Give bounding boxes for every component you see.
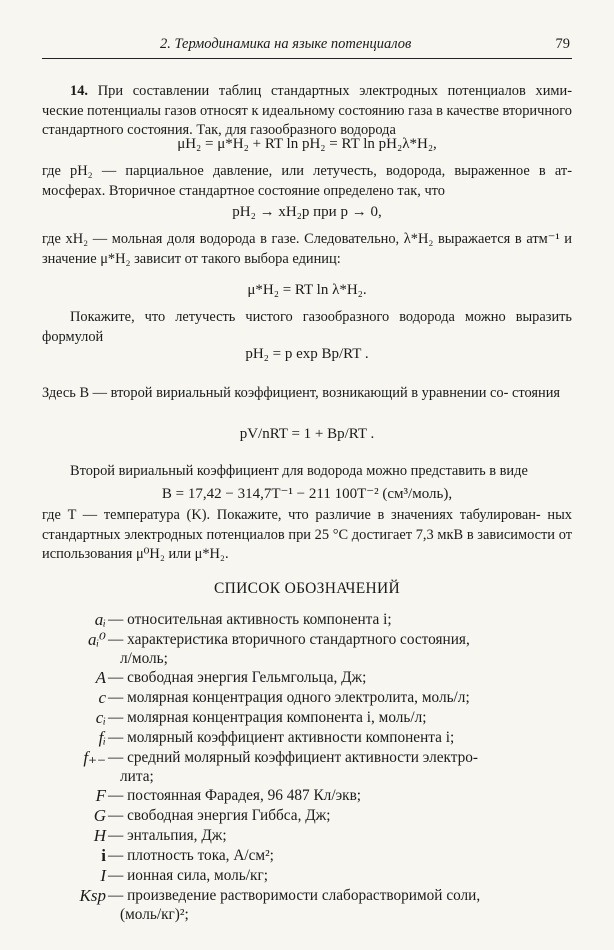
notation-definition: — характеристика вторичного стандартного состояния, xyxy=(108,631,470,648)
equation-3: μ*H₂ = RT ln λ*H₂. xyxy=(247,282,367,298)
notation-definition: — молярная концентрация одного электролита, моль/л; xyxy=(108,689,470,706)
notation-definition-continued: л/моль; xyxy=(120,650,168,667)
notation-definition: — произведение растворимости слаборастворимой соли, xyxy=(108,887,481,904)
equation-5: pV/nRT = 1 + Bp/RT . xyxy=(239,426,375,442)
chapter-title: 2. Термодинамика на языке потенциалов xyxy=(160,36,412,52)
notation-symbol: c xyxy=(98,688,106,707)
p5-line-2: стояния xyxy=(511,385,561,401)
notation-symbol: F xyxy=(95,786,106,805)
notation-heading: СПИСОК ОБОЗНАЧЕНИЙ xyxy=(214,580,400,597)
notation-symbol: I xyxy=(100,866,106,885)
notation-definition: — плотность тока, А/см²; xyxy=(108,847,274,864)
page-number: 79 xyxy=(555,36,570,52)
p7-line-1: где T — температура (K). Покажите, что различие в значениях табулирован- xyxy=(42,507,541,523)
notation-symbol: cᵢ xyxy=(95,708,106,727)
p7-line-2: ных стандартных электродных потенциалов при 25 °C достигает 7,3 мкВ xyxy=(42,507,572,543)
equation-4: pH₂ = p exp Bp/RT . xyxy=(245,346,369,362)
notation-definition: — молярный коэффициент активности компонента i; xyxy=(108,729,455,746)
notation-definition-continued: лита; xyxy=(120,768,154,785)
equation-1: μH₂ = μ*H₂ + RT ln pH₂ = RT ln pH₂λ*H₂, xyxy=(177,136,437,152)
problem-number: 14. xyxy=(70,83,88,99)
notation-symbol: aᵢ⁰ xyxy=(87,630,106,649)
p7-line-3: в зависимости от использования μ⁰H₂ или μ*H₂. xyxy=(42,526,572,562)
notation-symbol: Ksp xyxy=(79,886,106,905)
notation-symbol: fᵢ xyxy=(98,728,106,747)
notation-symbol: i xyxy=(101,846,106,865)
p4-line-1: Покажите, что летучесть чистого газообразного водорода можно выразить xyxy=(70,309,572,325)
equation-6: B = 17,42 − 314,7T⁻¹ − 211 100T⁻² (см³/моль), xyxy=(161,486,453,502)
problem-paragraph-5 xyxy=(42,384,572,404)
equation-2: pH₂ → xH₂p при p → 0, xyxy=(232,204,382,220)
problem-paragraph-1 xyxy=(42,82,572,141)
notation-definition-continued: (моль/кг)²; xyxy=(120,906,189,923)
problem-paragraph-7 xyxy=(42,506,572,565)
problem-paragraph-6 xyxy=(42,462,572,482)
notation-symbol: A xyxy=(95,668,106,687)
notation-symbol: H xyxy=(93,826,106,845)
p2-line-1: где pH₂ — парциальное давление, или летучесть, водорода, выраженное в ат- xyxy=(42,163,572,179)
notation-definition: — относительная активность компонента i; xyxy=(108,611,392,628)
p1-line-2: ческие потенциалы газов относят к идеальному состоянию газа в качестве xyxy=(42,102,499,119)
notation-symbol: aᵢ xyxy=(94,610,106,629)
notation-symbol: G xyxy=(93,806,106,825)
notation-symbol: f₊₋ xyxy=(83,748,106,767)
p6-line: Второй вириальный коэффициент для водорода можно представить в виде xyxy=(70,463,528,479)
notation-definition: — средний молярный коэффициент активности электро- xyxy=(108,749,478,766)
p5-line-1: Здесь B — второй вириальный коэффициент, возникающий в уравнении со- xyxy=(42,385,509,401)
notation-definition: — ионная сила, моль/кг; xyxy=(108,867,268,884)
notation-definition: — постоянная Фарадея, 96 487 Кл/экв; xyxy=(108,787,362,804)
notation-definition: — свободная энергия Гиббса, Дж; xyxy=(108,807,331,824)
p1-line-1: При составлении таблиц стандартных электродных потенциалов хими- xyxy=(97,83,572,99)
p3-line-2: в атм⁻¹ и значение μ*H₂ зависит от такого выбора единиц: xyxy=(42,231,572,267)
problem-paragraph-2 xyxy=(42,162,572,201)
running-header xyxy=(42,36,572,56)
problem-paragraph-4 xyxy=(42,308,572,347)
notation-definition: — энтальпия, Дж; xyxy=(108,827,227,844)
p2-line-2: мосферах. Вторичное стандартное состояние определено так, что xyxy=(42,182,445,199)
problem-paragraph-3 xyxy=(42,230,572,269)
notation-definition: — молярная концентрация компонента i, моль/л; xyxy=(108,709,427,726)
p3-line-1: где xH₂ — мольная доля водорода в газе. Следовательно, λ*H₂ выражается xyxy=(42,231,511,247)
p1-line-3: вторичного стандартного состояния. Так, для газообразного водорода xyxy=(42,102,572,138)
notation-definition: — свободная энергия Гельмгольца, Дж; xyxy=(108,669,367,686)
header-rule xyxy=(42,58,572,59)
p4-line-2: формулой xyxy=(42,328,104,345)
